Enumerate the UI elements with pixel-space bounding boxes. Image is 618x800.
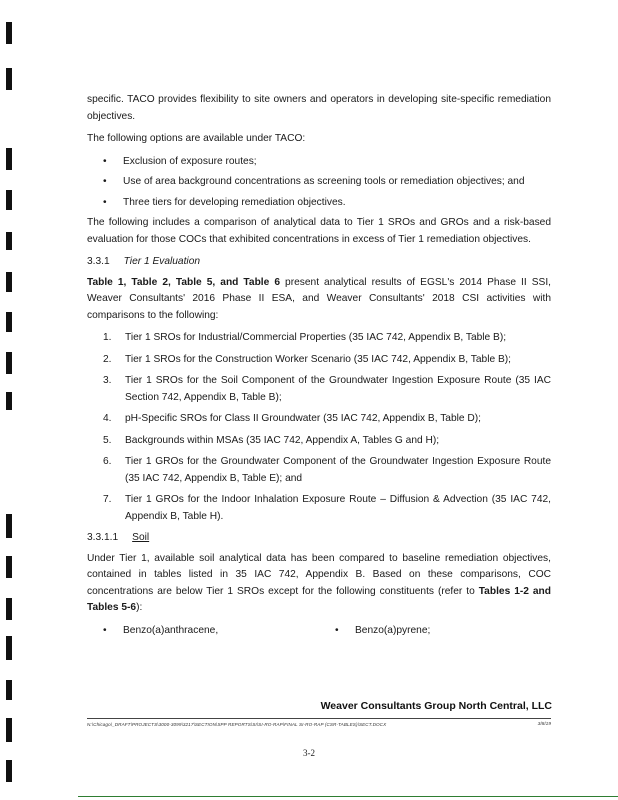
paragraph-soil (87, 551, 551, 617)
constituents-list (87, 623, 551, 640)
soil-text-end: ): (136, 602, 143, 614)
list-number: 4. (103, 413, 112, 425)
list-text: Backgrounds within MSAs (35 IAC 742, Appendix A, Tables G and H); (125, 434, 440, 446)
scan-mark (6, 760, 12, 782)
list-number: 3. (103, 375, 112, 387)
list-item (87, 330, 551, 347)
bottom-divider (78, 796, 618, 797)
list-text: Tier 1 GROs for the Groundwater Component of the Groundwater Ingestion Exposure Route (35 IAC 742, Appendix B, Table E); and (125, 456, 551, 484)
section-title: Tier 1 Evaluation (123, 256, 201, 268)
list-item: • Benzo(a)anthracene, (87, 623, 319, 640)
list-text: Tier 1 SROs for the Construction Worker Scenario (35 IAC 742, Appendix B, Table B); (125, 353, 511, 365)
list-text: Tier 1 SROs for the Soil Component of the Groundwater Ingestion Exposure Route (35 IAC Section 742, Appendix B, Table B); (125, 375, 551, 403)
list-text: Tier 1 GROs for the Indoor Inhalation Exposure Route – Diffusion & Advection (35 IAC 742, Appendix B, Table H). (125, 494, 551, 522)
tier1-intro-text: present analytical results of EGSL's 2014 Phase II SSI, Weaver Consultants' 2016 Phase II ESA, and Weaver Consultants' 2018 CSI activities with comparisons to the following: (87, 276, 551, 321)
tables-reference: Table 1, Table 2, Table 5, and Table 6 (87, 276, 280, 288)
paragraph-options-intro: The following options are available under TACO: (87, 133, 306, 145)
list-item: • Benzo(a)pyrene; (319, 623, 551, 640)
list-number: 2. (103, 353, 112, 365)
tables-reference: Tables 1-2 (478, 585, 529, 597)
scan-mark (6, 190, 12, 210)
list-item (87, 352, 551, 369)
soil-and: and (528, 585, 551, 597)
footer-file-path: N:\Chicago\_DRAFT\PROJECTS\3000-3099\3217\SECTION\SPP REPORTS\SI\SI-RO-RAP\FINAL SI-RO-RAP (CSR-TABLES)\SECT.DOCX (87, 722, 387, 727)
comparison-list (87, 330, 551, 525)
list-number: 6. (103, 456, 112, 468)
section-number: 3.3.1.1 (87, 532, 119, 544)
page-number: 3-2 (303, 748, 315, 758)
list-item (87, 454, 551, 487)
section-heading-3-3-1-1 (87, 530, 551, 547)
paragraph-taco-flexibility: specific. TACO provides flexibility to site owners and operators in developing site-specific remediation objectives. (87, 94, 551, 122)
scan-mark (6, 718, 12, 742)
list-text: pH-Specific SROs for Class II Groundwater (35 IAC 742, Appendix B, Table D); (125, 413, 481, 425)
list-number: 5. (103, 434, 112, 446)
paragraph-comparison: The following includes a comparison of analytical data to Tier 1 SROs and GROs and a risk-based evaluation for those COCs that exhibited concentrations in excess of Tier 1 remediation objectives. (87, 217, 551, 245)
scan-mark (6, 514, 12, 538)
footer-date: 3/8/19 (537, 722, 551, 727)
scan-mark (6, 352, 12, 374)
tables-reference: Tables 5-6 (87, 602, 137, 614)
list-item: • Exclusion of exposure routes; (87, 154, 551, 171)
document-body (87, 92, 551, 639)
section-heading-3-3-1 (87, 254, 551, 271)
list-item (87, 373, 551, 406)
scan-mark (6, 598, 12, 620)
section-number: 3.3.1 (87, 256, 110, 268)
section-title: Soil (132, 532, 150, 544)
list-item: • Use of area background concentrations as screening tools or remediation objectives; and (87, 174, 551, 191)
scan-mark (6, 68, 12, 90)
scan-mark (6, 272, 12, 292)
scan-mark (6, 232, 12, 250)
list-number: 1. (103, 332, 112, 344)
soil-text: Under Tier 1, available soil analytical data has been compared to baseline remediation objectives, contained in tables listed in 35 IAC 742, Appendix B. Based on these comparisons, COC concentrations are below Tier 1 SROs except for the following constituents (refer to (87, 552, 551, 597)
scan-mark (6, 392, 12, 410)
list-item (87, 492, 551, 525)
list-item (87, 411, 551, 428)
scan-mark (6, 556, 12, 578)
scan-mark (6, 148, 12, 170)
paragraph-tier1-intro (87, 275, 551, 325)
list-text: Tier 1 SROs for Industrial/Commercial Properties (35 IAC 742, Appendix B, Table B); (125, 332, 507, 344)
scan-mark (6, 680, 12, 700)
scan-mark (6, 636, 12, 660)
footer-divider (87, 718, 551, 719)
list-number: 7. (103, 494, 112, 506)
scan-mark (6, 22, 12, 44)
scan-mark (6, 312, 12, 332)
list-item: • Three tiers for developing remediation objectives. (87, 195, 551, 212)
options-list (87, 154, 551, 212)
list-item (87, 433, 551, 450)
footer-company: Weaver Consultants Group North Central, LLC (320, 700, 552, 712)
